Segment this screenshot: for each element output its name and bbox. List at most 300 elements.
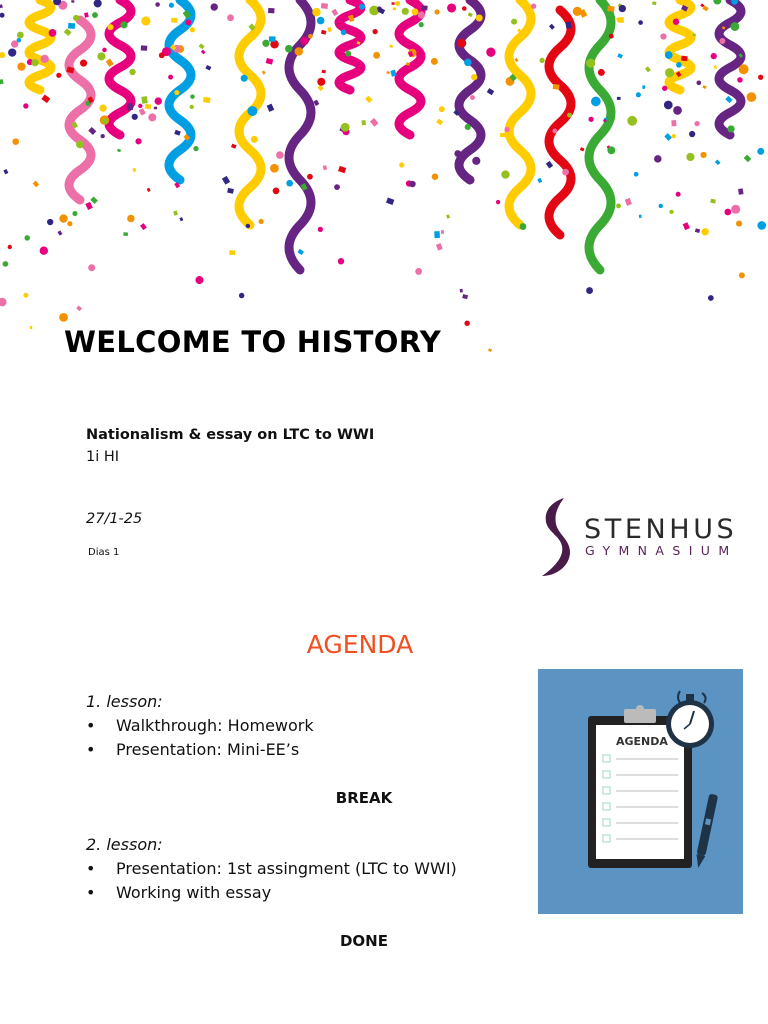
confetti-square <box>580 147 585 151</box>
confetti-dot <box>94 0 102 7</box>
confetti-square <box>406 62 410 65</box>
confetti-dot <box>132 114 138 120</box>
confetti-square <box>553 84 560 90</box>
confetti-dot <box>102 48 107 53</box>
confetti-dot <box>598 69 605 76</box>
confetti-dot <box>496 200 500 204</box>
confetti-dot <box>673 19 679 25</box>
confetti-dot <box>273 188 280 195</box>
confetti-dot <box>190 94 194 98</box>
confetti-square <box>203 97 211 104</box>
confetti-square <box>90 196 98 204</box>
stenhus-logo <box>538 496 768 578</box>
confetti-dot <box>471 74 477 80</box>
confetti-square <box>715 159 721 165</box>
confetti-dot <box>431 58 438 65</box>
confetti-dot <box>627 116 637 126</box>
confetti-dot <box>665 51 673 59</box>
confetti-dot <box>334 184 340 190</box>
confetti-dot <box>464 59 472 67</box>
confetti-dot <box>345 51 351 57</box>
confetti-dot <box>457 39 466 48</box>
confetti-dot <box>190 27 195 32</box>
confetti-square <box>365 96 372 103</box>
confetti-dot <box>731 205 740 214</box>
confetti-square <box>171 18 177 23</box>
confetti-dot <box>141 16 150 25</box>
confetti-square <box>68 23 75 29</box>
confetti-dot <box>0 13 5 18</box>
slide-subtitle: Nationalism & essay on LTC to WWI <box>86 427 375 443</box>
confetti-dot <box>102 118 108 124</box>
confetti-dot <box>696 81 701 86</box>
confetti-dot <box>92 12 98 18</box>
confetti-dot <box>511 19 517 25</box>
confetti-square <box>266 58 274 65</box>
confetti-square <box>106 59 114 67</box>
confetti-dot <box>586 287 593 294</box>
confetti-square <box>322 70 326 74</box>
confetti-dot <box>31 59 38 66</box>
confetti-dot <box>757 221 766 230</box>
confetti-square <box>227 188 234 194</box>
confetti-square <box>462 294 468 299</box>
confetti-dot <box>465 124 471 130</box>
confetti-square <box>645 66 651 72</box>
confetti-square <box>141 96 147 104</box>
confetti-square <box>681 56 688 62</box>
confetti-dot <box>241 75 248 82</box>
streamer-ribbon <box>669 0 691 90</box>
confetti-dot <box>308 34 313 39</box>
confetti-dot <box>0 52 5 58</box>
confetti-dot <box>373 52 380 59</box>
confetti-dot <box>24 235 29 240</box>
confetti-dot <box>227 14 234 21</box>
confetti-square <box>386 198 394 206</box>
confetti-dot <box>23 293 28 298</box>
confetti-square <box>386 71 390 74</box>
confetti-dot <box>318 227 323 232</box>
confetti-dot <box>739 272 745 278</box>
streamer-ribbon <box>509 0 531 225</box>
confetti-dot <box>341 30 347 36</box>
confetti-dot <box>8 48 16 56</box>
confetti-dot <box>300 37 308 45</box>
confetti-dot <box>552 129 557 134</box>
confetti-square <box>421 5 427 10</box>
confetti-square <box>174 130 181 136</box>
confetti-dot <box>285 45 293 53</box>
confetti-dot <box>47 219 53 225</box>
confetti-square <box>57 230 62 235</box>
confetti-square <box>231 144 237 149</box>
confetti-dot <box>17 32 24 39</box>
confetti-dot <box>11 40 18 47</box>
bullet-icon: • <box>86 883 96 902</box>
confetti-square <box>85 202 93 210</box>
confetti-dot <box>67 221 72 226</box>
confetti-square <box>625 198 632 206</box>
confetti-dot <box>312 8 320 16</box>
agenda-clipboard-graphic <box>538 669 743 914</box>
confetti-square <box>744 155 752 163</box>
confetti-square <box>262 70 266 74</box>
confetti-square <box>147 188 151 192</box>
confetti-dot <box>107 24 113 30</box>
confetti-square <box>514 58 518 62</box>
confetti-decoration <box>0 0 768 360</box>
lesson-1-heading: 1. lesson: <box>86 692 163 711</box>
agenda-heading: AGENDA <box>306 630 414 659</box>
confetti-square <box>33 181 40 188</box>
confetti-dot <box>669 210 673 214</box>
confetti-dot <box>120 21 127 28</box>
confetti-square <box>229 250 235 255</box>
confetti-square <box>139 108 146 116</box>
confetti-dot <box>159 52 165 58</box>
confetti-dot <box>49 29 57 37</box>
confetti-dot <box>195 276 203 284</box>
confetti-dot <box>727 125 734 132</box>
confetti-dot <box>439 106 445 112</box>
confetti-dot <box>148 113 156 121</box>
confetti-square <box>201 50 206 55</box>
confetti-dot <box>259 219 264 224</box>
confetti-square <box>738 188 743 194</box>
class-label: 1i HI <box>86 449 120 465</box>
confetti-dot <box>607 146 615 154</box>
streamer-ribbon <box>169 0 191 180</box>
confetti-square <box>683 222 690 230</box>
confetti-dot <box>673 106 682 115</box>
streamer-ribbon <box>399 0 421 135</box>
confetti-dot <box>501 170 509 178</box>
confetti-square <box>0 4 3 8</box>
confetti-dot <box>694 121 699 126</box>
confetti-square <box>154 107 157 110</box>
confetti-dot <box>341 123 350 132</box>
confetti-dot <box>294 47 303 56</box>
confetti-square <box>140 223 147 230</box>
confetti-square <box>488 348 492 352</box>
confetti-dot <box>736 221 742 227</box>
confetti-dot <box>434 9 439 14</box>
confetti-dot <box>411 8 418 15</box>
confetti-square <box>390 70 396 77</box>
confetti-dot <box>676 192 681 197</box>
confetti-dot <box>59 214 67 222</box>
confetti-square <box>703 85 707 89</box>
confetti-square <box>460 289 463 293</box>
confetti-dot <box>246 224 250 228</box>
streamer-ribbon <box>109 0 131 135</box>
confetti-square <box>639 215 642 218</box>
confetti-dot <box>591 97 601 107</box>
confetti-dot <box>239 293 244 298</box>
confetti-dot <box>174 90 179 95</box>
bullet-icon: • <box>86 716 96 735</box>
streamer-ribbon <box>339 0 361 90</box>
confetti-square <box>671 120 676 126</box>
confetti-dot <box>737 77 743 83</box>
confetti-dot <box>8 245 12 249</box>
confetti-dot <box>276 151 284 159</box>
confetti-dot <box>676 62 682 68</box>
confetti-square <box>41 94 50 103</box>
confetti-dot <box>638 20 643 25</box>
confetti-dot <box>23 103 28 108</box>
confetti-dot <box>609 34 614 39</box>
confetti-dot <box>56 73 61 78</box>
confetti-dot <box>129 69 135 75</box>
confetti-square <box>361 120 366 125</box>
confetti-dot <box>447 3 456 12</box>
confetti-dot <box>462 6 467 11</box>
confetti-dot <box>418 11 425 18</box>
confetti-dot <box>486 48 495 57</box>
confetti-dot <box>155 97 162 104</box>
confetti-square <box>446 214 450 218</box>
confetti-dot <box>454 150 461 157</box>
confetti-square <box>76 306 82 312</box>
confetti-dot <box>59 313 68 322</box>
confetti-dot <box>588 117 593 122</box>
streamer-ribbon <box>29 0 51 90</box>
confetti-dot <box>757 148 764 155</box>
confetti-dot <box>505 127 510 132</box>
confetti-dot <box>619 5 626 12</box>
confetti-dot <box>708 295 714 301</box>
confetti-dot <box>419 22 424 27</box>
confetti-dot <box>286 180 293 187</box>
confetti-dot <box>654 155 662 163</box>
confetti-dot <box>135 138 141 144</box>
confetti-dot <box>713 0 721 5</box>
logo-name: STENHUS <box>584 514 738 545</box>
confetti-dot <box>730 22 739 31</box>
confetti-square <box>436 243 443 251</box>
confetti-square <box>725 96 732 103</box>
confetti-dot <box>562 169 569 176</box>
confetti-square <box>619 17 624 23</box>
confetti-dot <box>672 134 676 138</box>
confetti-dot <box>317 78 325 86</box>
confetti-dot <box>402 8 409 15</box>
confetti-square <box>549 24 555 30</box>
confetti-dot <box>0 298 7 307</box>
streamer-ribbon <box>589 0 611 270</box>
confetti-dot <box>317 17 325 25</box>
confetti-square <box>297 249 304 255</box>
confetti-dot <box>567 113 572 118</box>
confetti-square <box>500 133 505 137</box>
confetti-square <box>695 228 700 233</box>
confetti-dot <box>665 68 674 77</box>
confetti-square <box>205 65 211 71</box>
confetti-square <box>88 127 96 135</box>
confetti-dot <box>664 101 673 110</box>
confetti-dot <box>359 4 365 10</box>
streamer-ribbon <box>719 0 741 135</box>
confetti-dot <box>660 33 666 39</box>
confetti-square <box>537 178 542 183</box>
confetti-square <box>566 22 572 29</box>
confetti-dot <box>464 321 469 326</box>
confetti-dot <box>155 2 160 7</box>
confetti-square <box>487 88 494 95</box>
confetti-square <box>642 85 645 89</box>
confetti-square <box>664 133 672 141</box>
confetti-dot <box>168 75 173 80</box>
confetti-dot <box>659 204 663 208</box>
confetti-square <box>269 36 276 41</box>
confetti-dot <box>476 15 483 22</box>
confetti-dot <box>739 64 749 74</box>
confetti-dot <box>307 174 313 180</box>
confetti-square <box>710 199 716 204</box>
confetti-dot <box>700 152 706 158</box>
confetti-square <box>3 169 8 174</box>
confetti-square <box>0 79 4 84</box>
done-label: DONE <box>339 932 388 950</box>
confetti-dot <box>76 140 84 148</box>
confetti-dot <box>634 172 639 177</box>
confetti-dot <box>101 134 105 138</box>
confetti-square <box>317 85 323 91</box>
confetti-square <box>607 6 614 12</box>
confetti-dot <box>409 181 415 187</box>
confetti-dot <box>251 136 258 143</box>
confetti-square <box>436 119 443 126</box>
confetti-dot <box>472 157 480 165</box>
confetti-square <box>617 97 621 100</box>
confetti-dot <box>127 215 134 222</box>
confetti-square <box>84 12 89 17</box>
confetti-dot <box>758 75 763 80</box>
break-label: BREAK <box>335 789 393 807</box>
confetti-dot <box>395 1 400 6</box>
confetti-dot <box>539 58 544 63</box>
confetti-square <box>391 2 394 5</box>
list-item: • Walkthrough: Homework <box>86 716 314 735</box>
confetti-square <box>117 149 121 153</box>
slide-title: WELCOME TO HISTORY <box>64 325 442 359</box>
confetti-square <box>546 161 553 169</box>
confetti-square <box>321 30 327 35</box>
confetti-square <box>222 176 230 185</box>
confetti-dot <box>747 92 757 102</box>
confetti-dot <box>88 264 95 271</box>
bullet-icon: • <box>86 859 96 878</box>
confetti-dot <box>531 4 536 9</box>
confetti-dot <box>520 223 527 230</box>
confetti-dot <box>719 38 725 44</box>
confetti-dot <box>3 261 9 267</box>
confetti-dot <box>701 228 708 235</box>
confetti-dot <box>80 60 87 67</box>
list-item: • Working with essay <box>86 883 272 902</box>
lesson-2-heading: 2. lesson: <box>86 835 163 854</box>
confetti-dot <box>138 104 142 108</box>
confetti-square <box>173 210 178 215</box>
confetti-dot <box>432 173 439 180</box>
confetti-square <box>434 231 440 238</box>
confetti-square <box>323 165 327 170</box>
confetti-dot <box>372 29 377 34</box>
confetti-dot <box>686 153 694 161</box>
confetti-dot <box>211 3 218 10</box>
confetti-dot <box>17 63 25 71</box>
confetti-dot <box>247 106 257 116</box>
confetti-square <box>145 104 151 109</box>
confetti-square <box>393 7 397 10</box>
confetti-square <box>267 104 275 112</box>
slide-number: Dias 1 <box>88 547 120 558</box>
confetti-dot <box>41 55 49 63</box>
confetti-square <box>321 3 328 9</box>
confetti-dot <box>724 209 731 216</box>
confetti-dot <box>12 138 19 145</box>
confetti-square <box>389 44 393 48</box>
confetti-dot <box>40 247 48 255</box>
slide-date: 27/1-25 <box>86 511 143 527</box>
confetti-dot <box>689 131 695 137</box>
streamer-ribbon <box>69 20 91 200</box>
confetti-square <box>71 0 74 3</box>
confetti-dot <box>73 15 79 21</box>
streamer-ribbon <box>459 0 481 180</box>
confetti-square <box>441 230 444 234</box>
confetti-dot <box>662 86 667 91</box>
confetti-square <box>331 9 338 16</box>
confetti-square <box>64 28 72 36</box>
confetti-dot <box>338 258 344 264</box>
confetti-square <box>327 27 332 32</box>
confetti-dot <box>190 105 194 109</box>
confetti-square <box>338 166 346 173</box>
confetti-square <box>370 118 379 127</box>
confetti-dot <box>99 104 106 111</box>
confetti-dot <box>711 53 717 59</box>
confetti-dot <box>72 211 77 216</box>
confetti-square <box>714 65 717 68</box>
list-item: • Presentation: 1st assingment (LTC to WWI) <box>86 859 457 878</box>
confetti-square <box>652 1 656 5</box>
confetti-dot <box>636 92 641 97</box>
confetti-square <box>30 326 33 329</box>
confetti-square <box>199 43 205 49</box>
confetti-square <box>133 168 137 172</box>
confetti-dot <box>97 52 105 60</box>
confetti-dot <box>270 164 279 173</box>
confetti-dot <box>262 40 269 47</box>
confetti-square <box>141 45 148 50</box>
confetti-dot <box>186 20 192 26</box>
streamer-ribbon <box>549 10 571 235</box>
logo-subtitle: GYMNASIUM <box>585 543 738 558</box>
confetti-square <box>123 232 128 236</box>
confetti-dot <box>169 3 174 8</box>
confetti-dot <box>399 162 404 167</box>
confetti-dot <box>369 6 379 16</box>
confetti-square <box>179 217 183 221</box>
confetti-dot <box>470 95 475 100</box>
confetti-square <box>617 53 623 58</box>
list-item: • Presentation: Mini-EE’s <box>86 740 300 759</box>
graphic-agenda-label: AGENDA <box>616 735 668 748</box>
logo-s-mark <box>538 496 578 578</box>
